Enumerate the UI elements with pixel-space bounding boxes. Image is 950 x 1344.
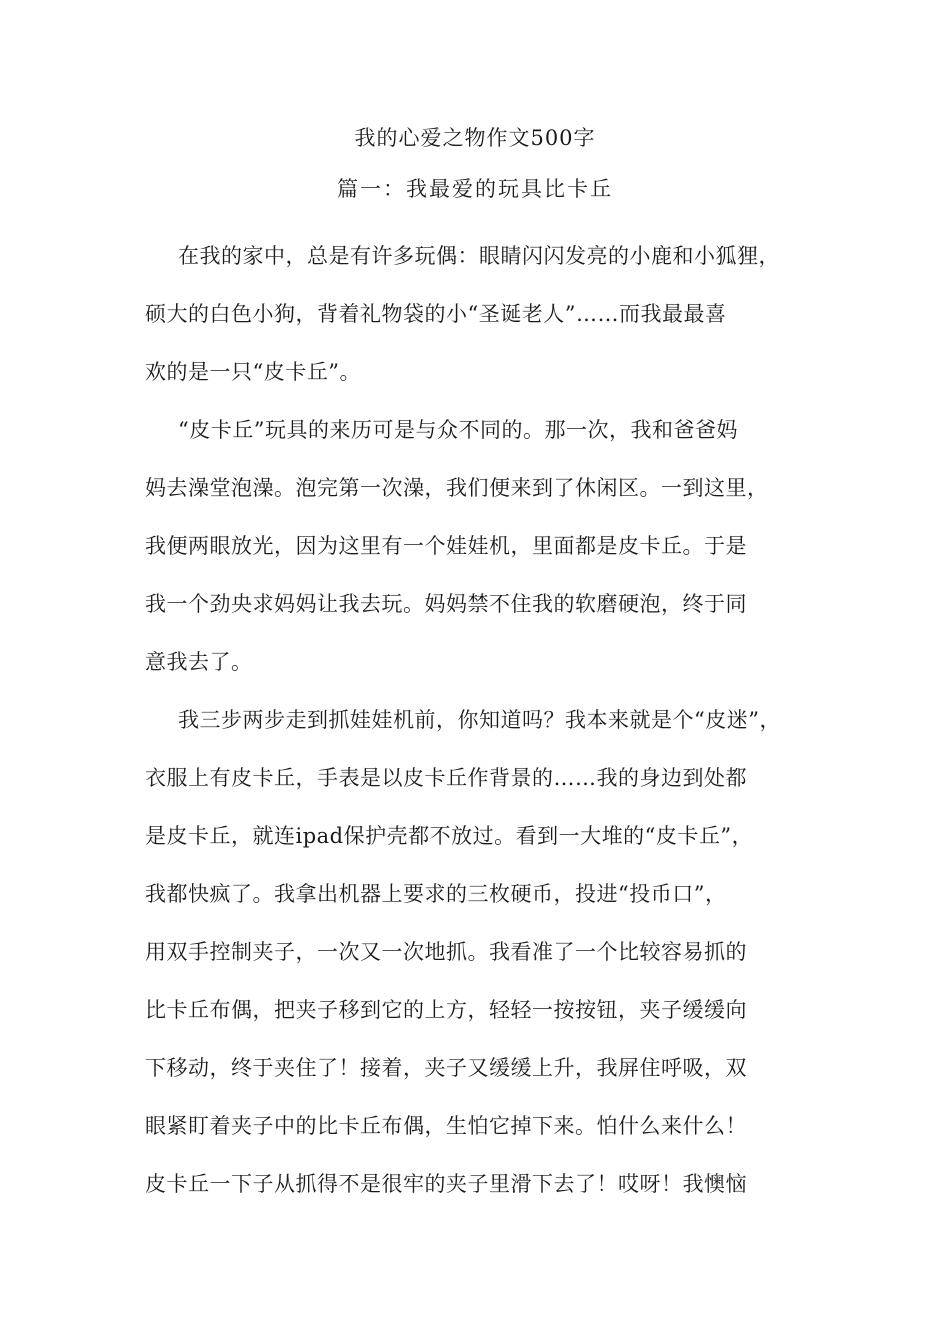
text-line: 用双手控制夹子，一次又一次地抓。我看准了一个比较容易抓的 [145, 940, 747, 964]
text-line: 意我去了。 [145, 650, 253, 674]
text-line: 比卡丘布偶，把夹子移到它的上方，轻轻一按按钮，夹子缓缓向 [145, 998, 747, 1022]
text-line: 衣服上有皮卡丘，手表是以皮卡丘作背景的……我的身边到处都 [145, 766, 747, 790]
text-line: 妈去澡堂泡澡。泡完第一次澡，我们便来到了休闲区。一到这里， [145, 476, 769, 500]
text-line: 我一个劲央求妈妈让我去玩。妈妈禁不住我的软磨硬泡，终于同 [145, 592, 747, 616]
text-line: 眼紧盯着夹子中的比卡丘布偶，生怕它掉下来。怕什么来什么！ [145, 1114, 747, 1138]
paragraph-3 [145, 699, 810, 1221]
document-title: 我的心爱之物作文500字 [354, 126, 596, 150]
text-line: 我三步两步走到抓娃娃机前，你知道吗？我本来就是个“皮迷”， [178, 708, 781, 732]
document-body [145, 235, 810, 1221]
text-line: 硕大的白色小狗，背着礼物袋的小“圣诞老人”……而我最最喜 [145, 302, 727, 326]
text-line: 在我的家中，总是有许多玩偶：眼睛闪闪发亮的小鹿和小狐狸， [178, 244, 780, 268]
text-line: 欢的是一只“皮卡丘”。 [145, 360, 361, 384]
text-line: 我便两眼放光，因为这里有一个娃娃机，里面都是皮卡丘。于是 [145, 534, 747, 558]
text-line: 我都快疯了。我拿出机器上要求的三枚硬币，投进“投币口”， [145, 882, 727, 906]
text-line: “皮卡丘”玩具的来历可是与众不同的。那一次，我和爸爸妈 [178, 418, 738, 442]
text-line: 皮卡丘一下子从抓得不是很牢的夹子里滑下去了！哎呀！我懊恼 [145, 1172, 747, 1196]
paragraph-2 [145, 409, 810, 699]
text-line: 是皮卡丘，就连ipad保护壳都不放过。看到一大堆的“皮卡丘”， [145, 824, 754, 848]
paragraph-1 [145, 235, 810, 409]
text-line: 下移动，终于夹住了！接着，夹子又缓缓上升，我屏住呼吸，双 [145, 1056, 747, 1080]
document-subtitle: 篇一：我最爱的玩具比卡丘 [337, 177, 613, 201]
